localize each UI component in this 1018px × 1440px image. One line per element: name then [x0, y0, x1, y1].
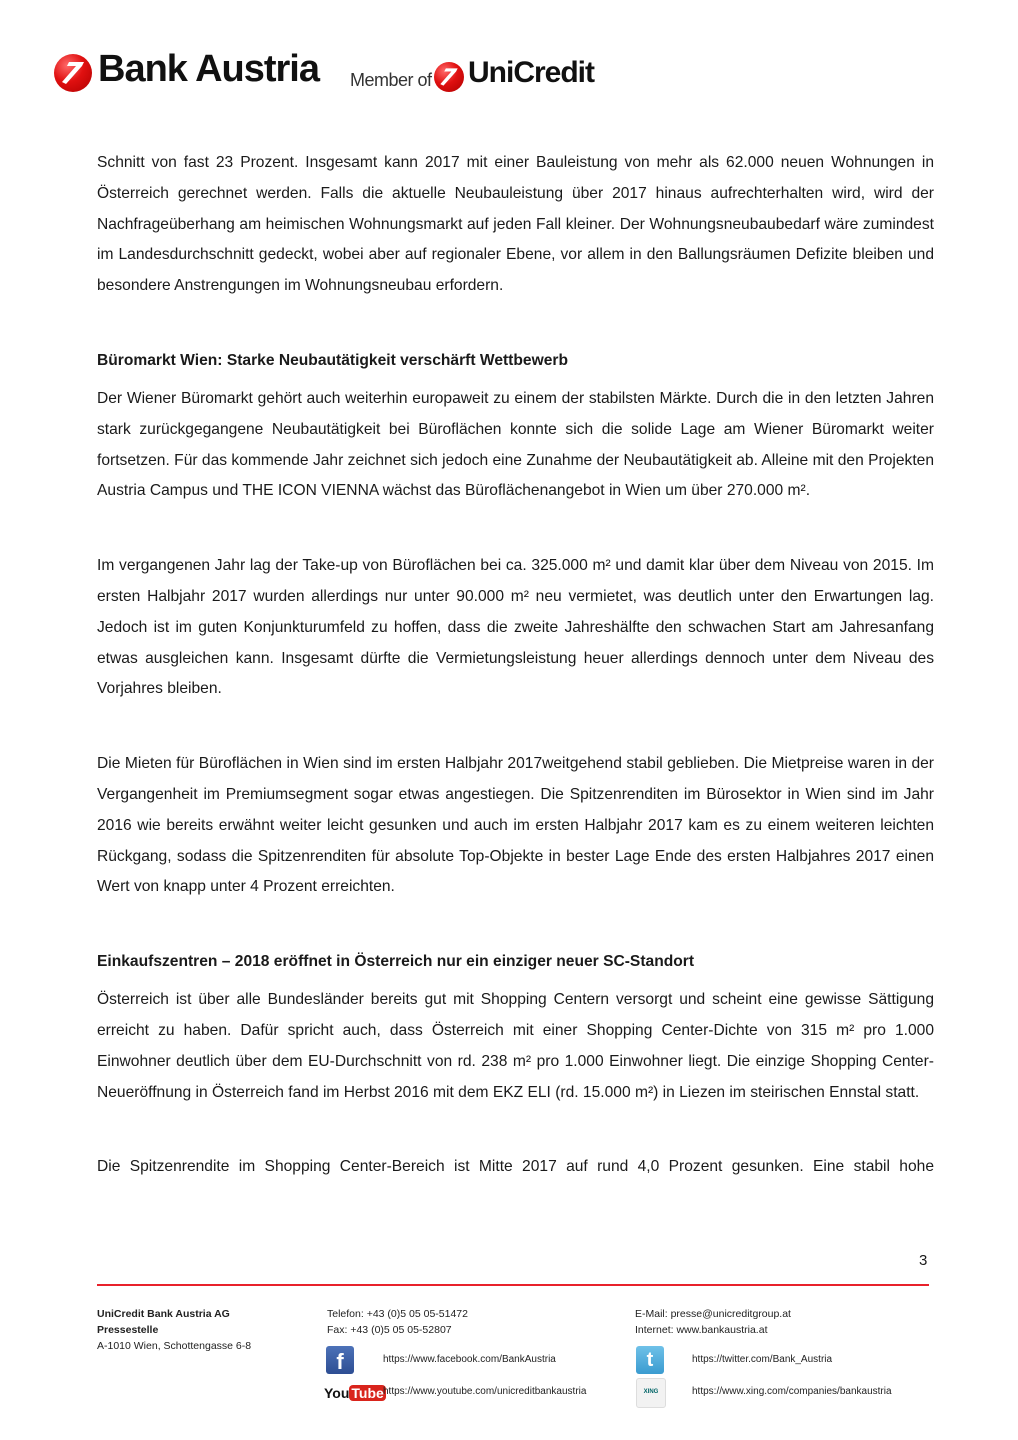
paragraph: Die Spitzenrendite im Shopping Center-Bereich ist Mitte 2017 auf rund 4,0 Prozent gesunken. Eine stabil hohe — [97, 1158, 934, 1176]
company-name: UniCredit Bank Austria AG — [97, 1308, 230, 1320]
unicredit-logo-icon — [434, 62, 464, 92]
footer-address — [97, 1306, 251, 1354]
twitter-icon[interactable]: t — [636, 1346, 664, 1374]
section-heading: Einkaufszentren – 2018 eröffnet in Österreich nur ein einziger neuer SC-Standort — [97, 953, 695, 971]
footer-phone — [327, 1306, 468, 1338]
paragraph: Österreich ist über alle Bundesländer bereits gut mit Shopping Centern versorgt und scheint eine gewisse Sättigung erreicht zu haben. Dafür spricht auch, dass Österreich mit einer Shopping Center-Dichte von 315 m² pro 1.000 Einwohner deutlich über dem EU-Durchschnitt von rd. 238 m² pro 1.000 Einwohner liegt. Die einzige Shopping Center-Neueröffnung in Österreich fand im Herbst 2016 mit dem EKZ ELI (rd. 15.000 m²) in Liezen im steirischen Ennstal statt. — [97, 991, 934, 1101]
email-link[interactable]: E-Mail: presse@unicreditgroup.at — [635, 1308, 791, 1320]
bank-austria-logo-icon — [54, 54, 92, 92]
paragraph: Die Mieten für Büroflächen in Wien sind im ersten Halbjahr 2017weitgehend stabil geblieben. Die Mietpreise waren in der Vergangenheit im Premiumsegment sogar etwas angestiegen. Die Spitzenrenditen im Bürosektor in Wien sind im Jahr 2016 wie bereits erwähnt weiter leicht gesunken und auch im ersten Halbjahr 2017 kam es zu einem weiteren leichten Rückgang, sodass die Spitzenrenditen für absolute Top-Objekte in bester Lage Ende des ersten Halbjahres 2017 einen Wert von knapp unter 4 Prozent erreichten. — [97, 755, 934, 896]
twitter-link[interactable]: https://twitter.com/Bank_Austria — [692, 1354, 833, 1365]
youtube-link[interactable]: https://www.youtube.com/unicreditbankaustria — [383, 1386, 587, 1397]
facebook-icon[interactable]: f — [326, 1346, 354, 1374]
paragraph: Schnitt von fast 23 Prozent. Insgesamt kann 2017 mit einer Bauleistung von mehr als 62.000 neuen Wohnungen in Österreich gerechnet werden. Falls die aktuelle Neubauleistung über 2017 hinaus aufrechterhalten wird, wird der Nachfrageüberhang am heimischen Wohnungsmarkt auf jeden Fall kleiner. Der Wohnungsneubaubedarf wäre zumindest im Landesdurchschnitt gedeckt, wobei aber auf regionaler Ebene, vor allem in den Ballungsräumen Defizite bleiben und besondere Anstrengungen im Wohnungsneubau erfordern. — [97, 154, 934, 295]
footer-divider — [97, 1284, 929, 1286]
xing-link[interactable]: https://www.xing.com/companies/bankaustria — [692, 1386, 892, 1397]
youtube-icon[interactable]: You Tube — [324, 1385, 384, 1401]
xing-icon[interactable]: XING — [636, 1378, 666, 1408]
letterhead — [52, 48, 612, 96]
paragraph: Im vergangenen Jahr lag der Take-up von Büroflächen bei ca. 325.000 m² und damit klar über dem Niveau von 2015. Im ersten Halbjahr 2017 wurden allerdings nur unter 90.000 m² neu vermietet, was deutlich unter den Erwartungen lag. Jedoch ist im guten Konjunkturumfeld zu hoffen, dass die zweite Jahreshälfte den schwachen Start am Jahresanfang etwas ausgleichen kann. Insgesamt dürfte die Vermietungsleistung heuer allerdings dennoch unter dem Niveau des Vorjahres bleiben. — [97, 557, 934, 698]
page-number: 3 — [919, 1252, 928, 1269]
fax: Fax: +43 (0)5 05 05-52807 — [327, 1324, 452, 1336]
brand-name: Bank Austria — [98, 48, 319, 90]
section-heading: Büromarkt Wien: Starke Neubautätigkeit verschärft Wettbewerb — [97, 351, 568, 369]
department: Pressestelle — [97, 1324, 159, 1336]
paragraph: Der Wiener Büromarkt gehört auch weiterhin europaweit zu einem der stabilsten Märkte. Durch die in den letzten Jahren stark zurückgegangene Neubautätigkeit bei Büroflächen konnte sich die solide Lage am Wiener Büromarkt weiter fortsetzen. Für das kommende Jahr zeichnet sich jedoch eine Zunahme der Neubautätigkeit ab. Alleine mit den Projekten Austria Campus und THE ICON VIENNA wächst das Büroflächenangebot in Wien um über 270.000 m². — [97, 389, 934, 500]
member-of-label: Member of — [350, 70, 432, 90]
address: A-1010 Wien, Schottengasse 6-8 — [97, 1340, 252, 1352]
footer-contact — [635, 1306, 791, 1338]
phone: Telefon: +43 (0)5 05 05-51472 — [327, 1308, 468, 1320]
facebook-link[interactable]: https://www.facebook.com/BankAustria — [383, 1354, 556, 1365]
document-body — [97, 148, 934, 1183]
website-link[interactable]: Internet: www.bankaustria.at — [635, 1324, 768, 1336]
parent-brand-name: UniCredit — [468, 56, 594, 89]
